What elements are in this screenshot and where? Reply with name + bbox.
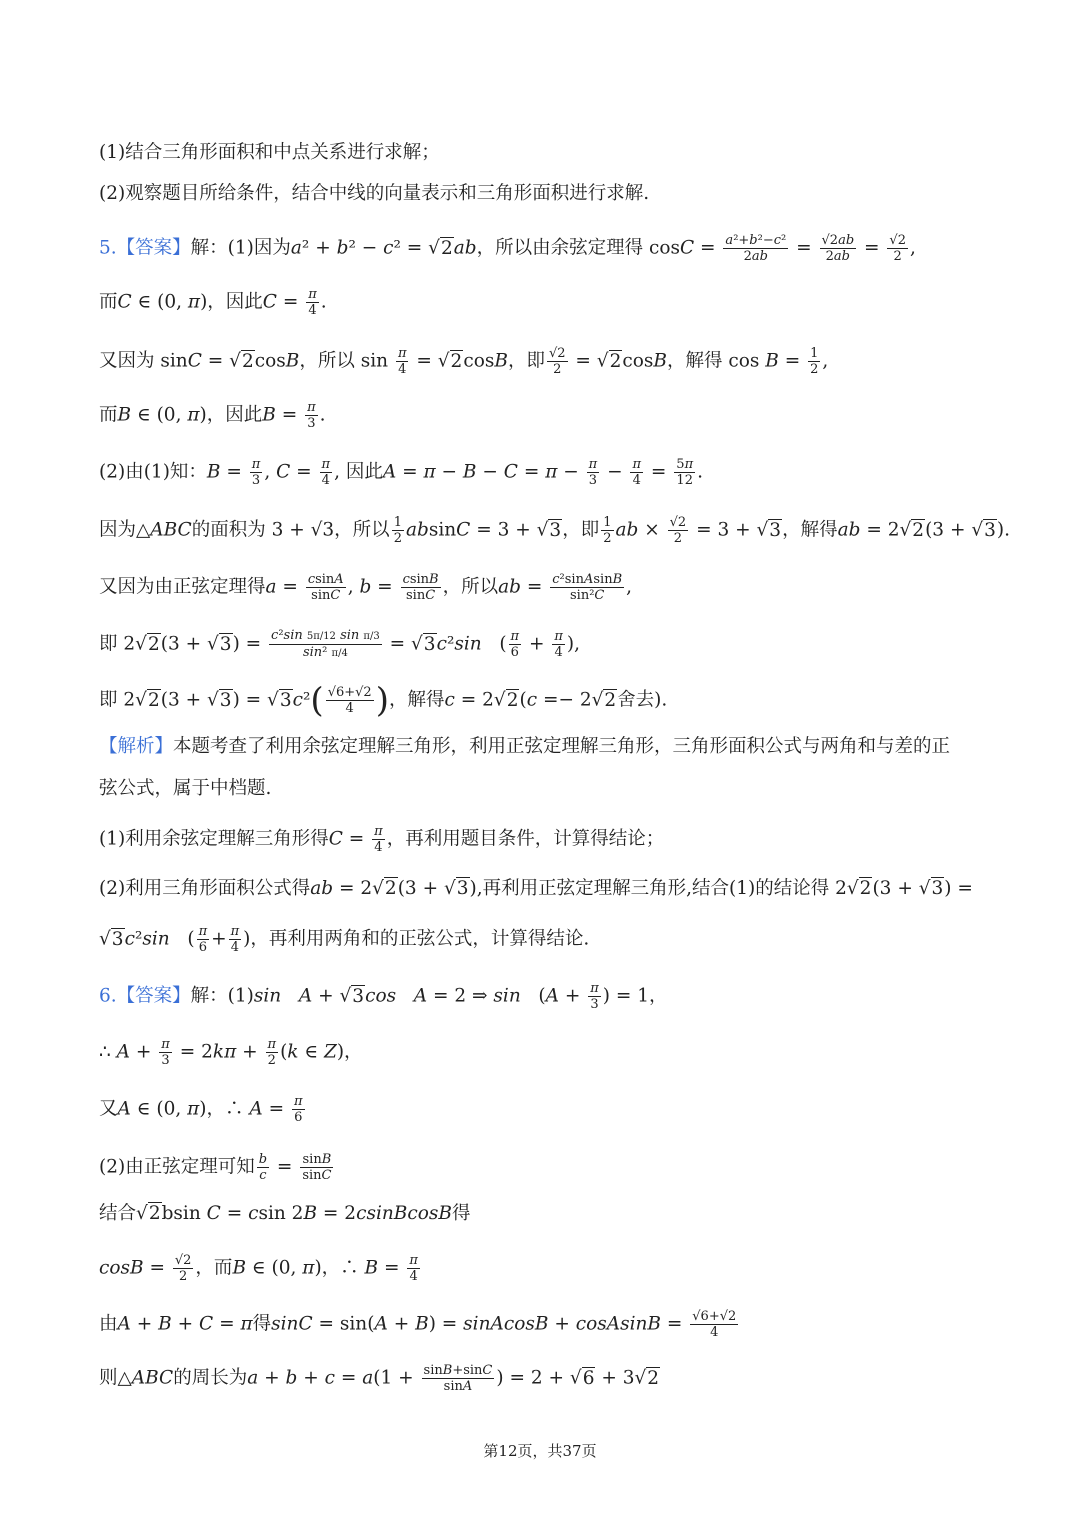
analysis-5-line-2: 弦公式，属于中档题. <box>99 778 272 799</box>
analysis-5-line-1: 【解析】本题考查了利用余弦定理解三角形，利用正弦定理解三角形，三角形面积公式与两角和与差的正 <box>99 736 951 757</box>
answer-6-line-7: 由A + B + C = π得sinC = sin(A + B) = sinAcosB + cosAsinB = $\frac{√6+√2}{4}$ <box>99 1309 737 1340</box>
page-footer: 第12页，共37页 <box>483 1442 597 1460</box>
analysis-5-line-5: √3c²sin ( $\frac{\pi}{6}$ + $\frac{\pi}{4}$ )，再利用两角和的正弦公式，计算得结论. <box>99 924 590 955</box>
answer-6-line-5: 结合√2bsin C = csin 2B = 2csinBcosB得 <box>99 1203 471 1224</box>
answer-6-line-4: (2)由正弦定理可知 $\frac{b}{c}$ = $\frac{\sin B}{\sin C}$ <box>99 1152 332 1183</box>
answer-tag: 5.【答案】 <box>99 237 191 259</box>
answer-5-line-1: 5.【答案】解：(1)因为a² + b² − c² = √2ab，所以由余弦定理得 cosC = $\frac{\text{a²+b²−c²}}{2ab}$ = $\frac{√2ab}{2ab}$ = $\frac{√2}{2}$ , <box>99 233 916 264</box>
answer-5-line-5: (2)由(1)知：B = $\frac{\pi}{3}$ , C = $\frac{\pi}{4}$ , 因此A = π − B − C = π − $\frac{\pi}{3}$ − $\frac{\pi}{4}$ = $\frac{5\pi}{12}$ . <box>99 457 703 488</box>
answer-5-line-2: 而C ∈ (0, π)，因此C = $\frac{\pi}{4}$ . <box>99 287 327 318</box>
text-line: (2)观察题目所给条件，结合中线的向量表示和三角形面积进行求解. <box>99 183 650 204</box>
answer-5-line-6: 因为△ABC的面积为 3 + √3，所以 $\frac{1}{2}$ absinC = 3 + √3，即 $\frac{1}{2}$ ab × $\frac{√2}{2}$ = 3 + √3，解得ab = 2√2(3 + √3). <box>99 515 1011 546</box>
analysis-5-line-4: (2)利用三角形面积公式得ab = 2√2(3 + √3),再利用正弦定理解三角形,结合(1)的结论得 2√2(3 + √3) = <box>99 878 973 899</box>
answer-5-line-8: 即 2√2(3 + √3) = $\frac{\text{c²sin 5π/12 sin π/3}}{\text{sin² π/4}}$ = √3c²sin ( $\frac{\pi}{6}$ + $\frac{\pi}{4}$ ), <box>99 628 581 660</box>
answer-6-line-6: cosB = $\frac{√2}{2}$ ，而B ∈ (0, π)，∴ B = $\frac{\pi}{4}$ <box>99 1253 418 1284</box>
text-line: (1)结合三角形面积和中点关系进行求解； <box>99 142 440 163</box>
analysis-5-line-3: (1)利用余弦定理解三角形得C = $\frac{\pi}{4}$ ，再利用题目条件，计算得结论； <box>99 824 665 855</box>
answer-6-line-1: 6.【答案】解：(1)sin A + √3cos A = 2 ⇒ sin (A + $\frac{\pi}{3}$ ) = 1， <box>99 981 668 1012</box>
answer-6-line-3: 又A ∈ (0, π)，∴ A = $\frac{\pi}{6}$ <box>99 1094 303 1125</box>
analysis-tag: 【解析】 <box>99 736 174 757</box>
answer-tag: 6.【答案】 <box>99 985 191 1007</box>
answer-5-line-9: 即 2√2(3 + √3) = √3c²( $\frac{√6+√2}{4}$ )，解得c = 2√2(c =− 2√2舍去). <box>99 680 668 721</box>
answer-5-line-7: 又因为由正弦定理得a = $\frac{csinA}{\sin C}$ , b = $\frac{csinB}{\sin C}$ ，所以ab = $\frac{\text{c²sinAsinB}}{\text{sin²C}}$ , <box>99 572 633 603</box>
answer-5-line-3: 又因为 sinC = √2cosB，所以 sin $\frac{\pi}{4}$ = √2cosB，即 $\frac{√2}{2}$ = √2cosB，解得 cos B = $\frac{1}{2}$ , <box>99 346 829 377</box>
answer-6-line-2: ∴ A + $\frac{\pi}{3}$ = 2kπ + $\frac{\pi}{2}$ (k ∈ Z)， <box>99 1037 363 1068</box>
answer-5-line-4: 而B ∈ (0, π)，因此B = $\frac{\pi}{3}$ . <box>99 400 326 431</box>
answer-6-line-8: 则△ABC的周长为a + b + c = a(1 + $\frac{\sin B+\sin C}{\sin A}$ ) = 2 + √6 + 3√2 <box>99 1363 660 1394</box>
